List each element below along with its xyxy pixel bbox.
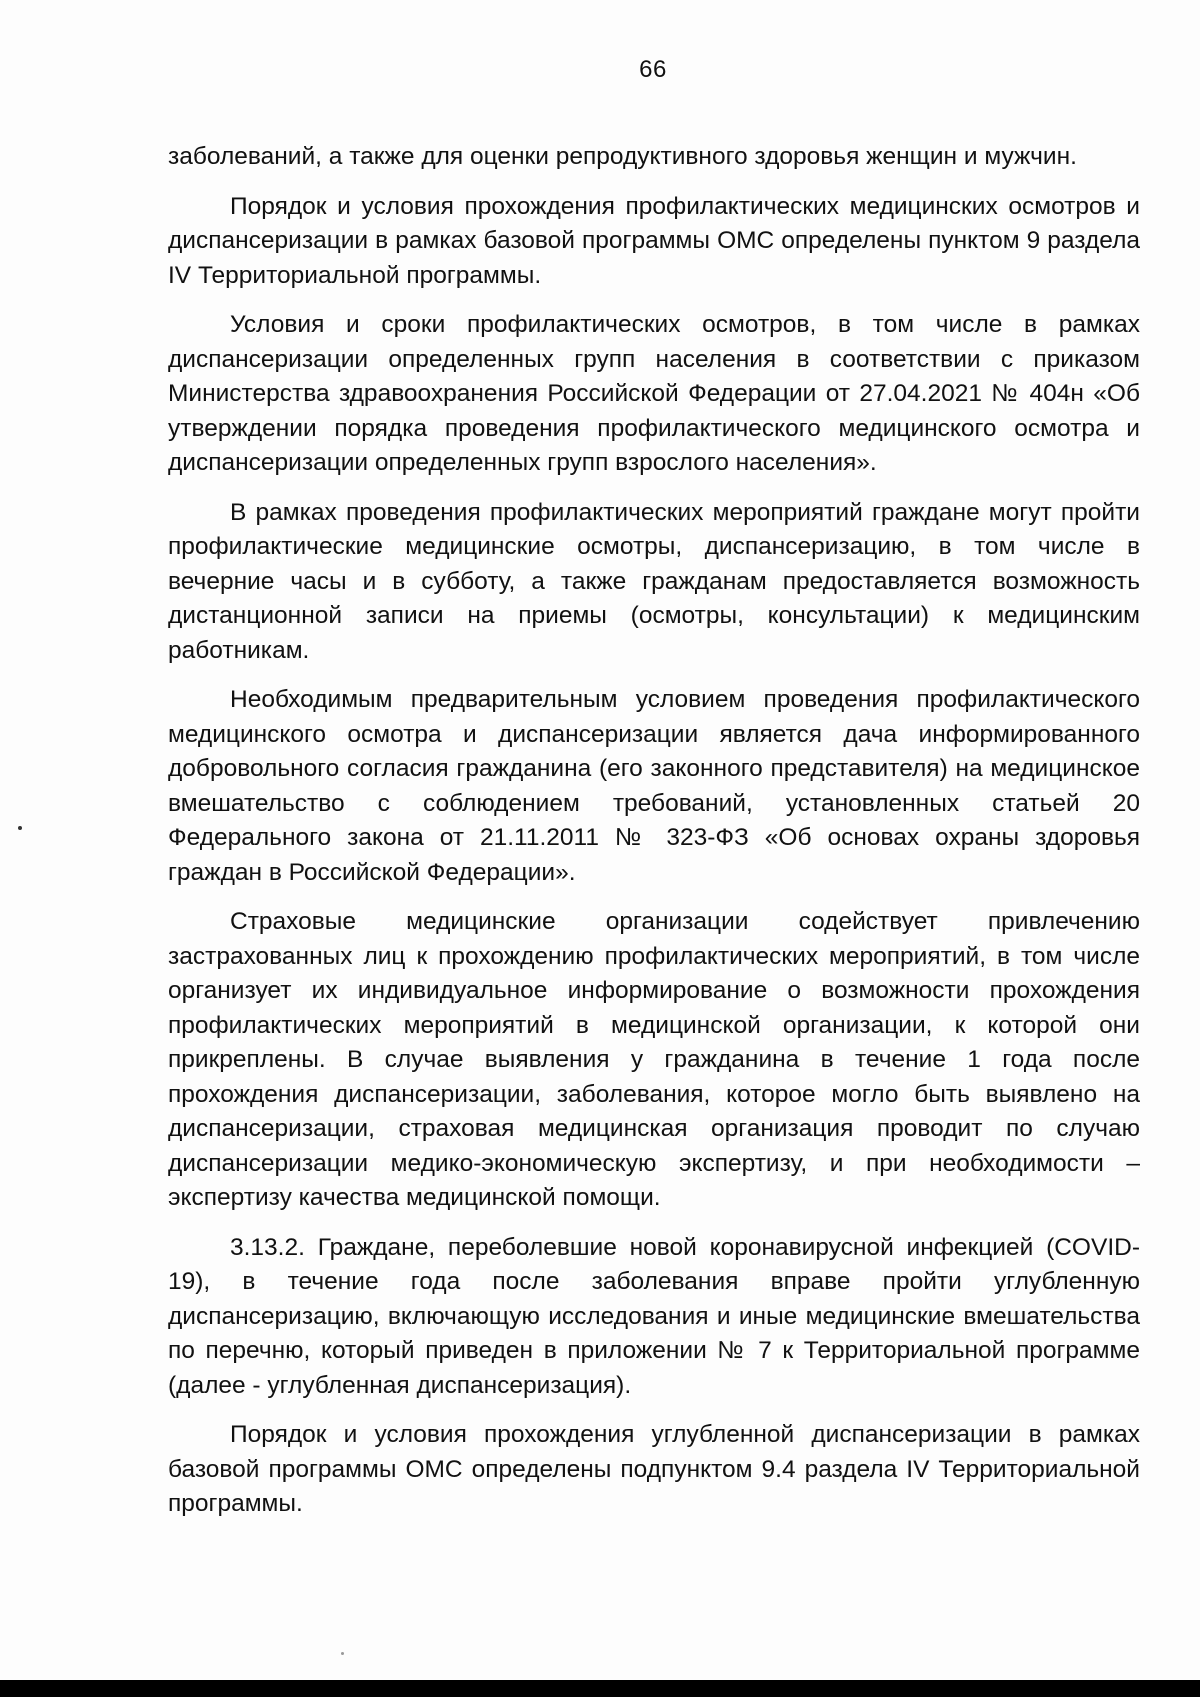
paragraph: В рамках проведения профилактических мероприятий граждане могут пройти профилактические медицинские осмотры, диспансеризацию, в том числе в вечерние часы и в субботу, а также гражданам предоставляется возможность дистанционной записи на приемы (осмотры, консультации) к медицинским работникам. [168,498,1140,664]
page-number: 66 [639,56,667,83]
paragraph: Страховые медицинские организации содействует привлечению застрахованных лиц к прохождению профилактических мероприятий, в том числе организует их индивидуальное информирование о возможности прохождения профилактических мероприятий в медицинской организации, к которой они прикреплены. В случае выявления у гражданина в течение 1 года после прохождения диспансеризации, заболевания, которое могло быть выявлено на диспансеризации, страховая медицинская организация проводит по случаю диспансеризации медико-экономическую экспертизу, и при необходимости – экспертизу качества медицинской помощи. [168,908,1140,1211]
scan-speck [18,826,22,830]
document-body [168,140,1140,1537]
paragraph: заболеваний, а также для оценки репродуктивного здоровья женщин и мужчин. [168,143,1077,170]
paragraph: Порядок и условия прохождения профилактических медицинских осмотров и диспансеризации в рамках базовой программы ОМС определены пунктом 9 раздела IV Территориальной программы. [168,192,1140,289]
scan-speck [341,1652,344,1655]
paragraph: 3.13.2. Граждане, переболевшие новой коронавирусной инфекцией (COVID-19), в течение года после заболевания вправе пройти углубленную диспансеризацию, включающую исследования и иные медицинские вмешательства по перечню, который приведен в приложении № 7 к Территориальной программе (далее - углубленная диспансеризация). [168,1233,1140,1399]
paragraph: Порядок и условия прохождения углубленной диспансеризации в рамках базовой программы ОМС определены подпунктом 9.4 раздела IV Территориальной программы. [168,1421,1140,1517]
paragraph: Условия и сроки профилактических осмотров, в том числе в рамках диспансеризации определенных групп населения в соответствии с приказом Министерства здравоохранения Российской Федерации от 27.04.2021 № 404н «Об утверждении порядка проведения профилактического медицинского осмотра и диспансеризации определенных групп взрослого населения». [168,311,1140,476]
paragraph: Необходимым предварительным условием проведения профилактического медицинского осмотра и диспансеризации является дача информированного добровольного согласия гражданина (его законного представителя) на медицинское вмешательство с соблюдением требований, установленных статьей 20 Федерального закона от 21.11.2011 № 323-ФЗ «Об основах охраны здоровья граждан в Российской Федерации». [168,686,1140,886]
scan-border-bar [0,1680,1200,1697]
